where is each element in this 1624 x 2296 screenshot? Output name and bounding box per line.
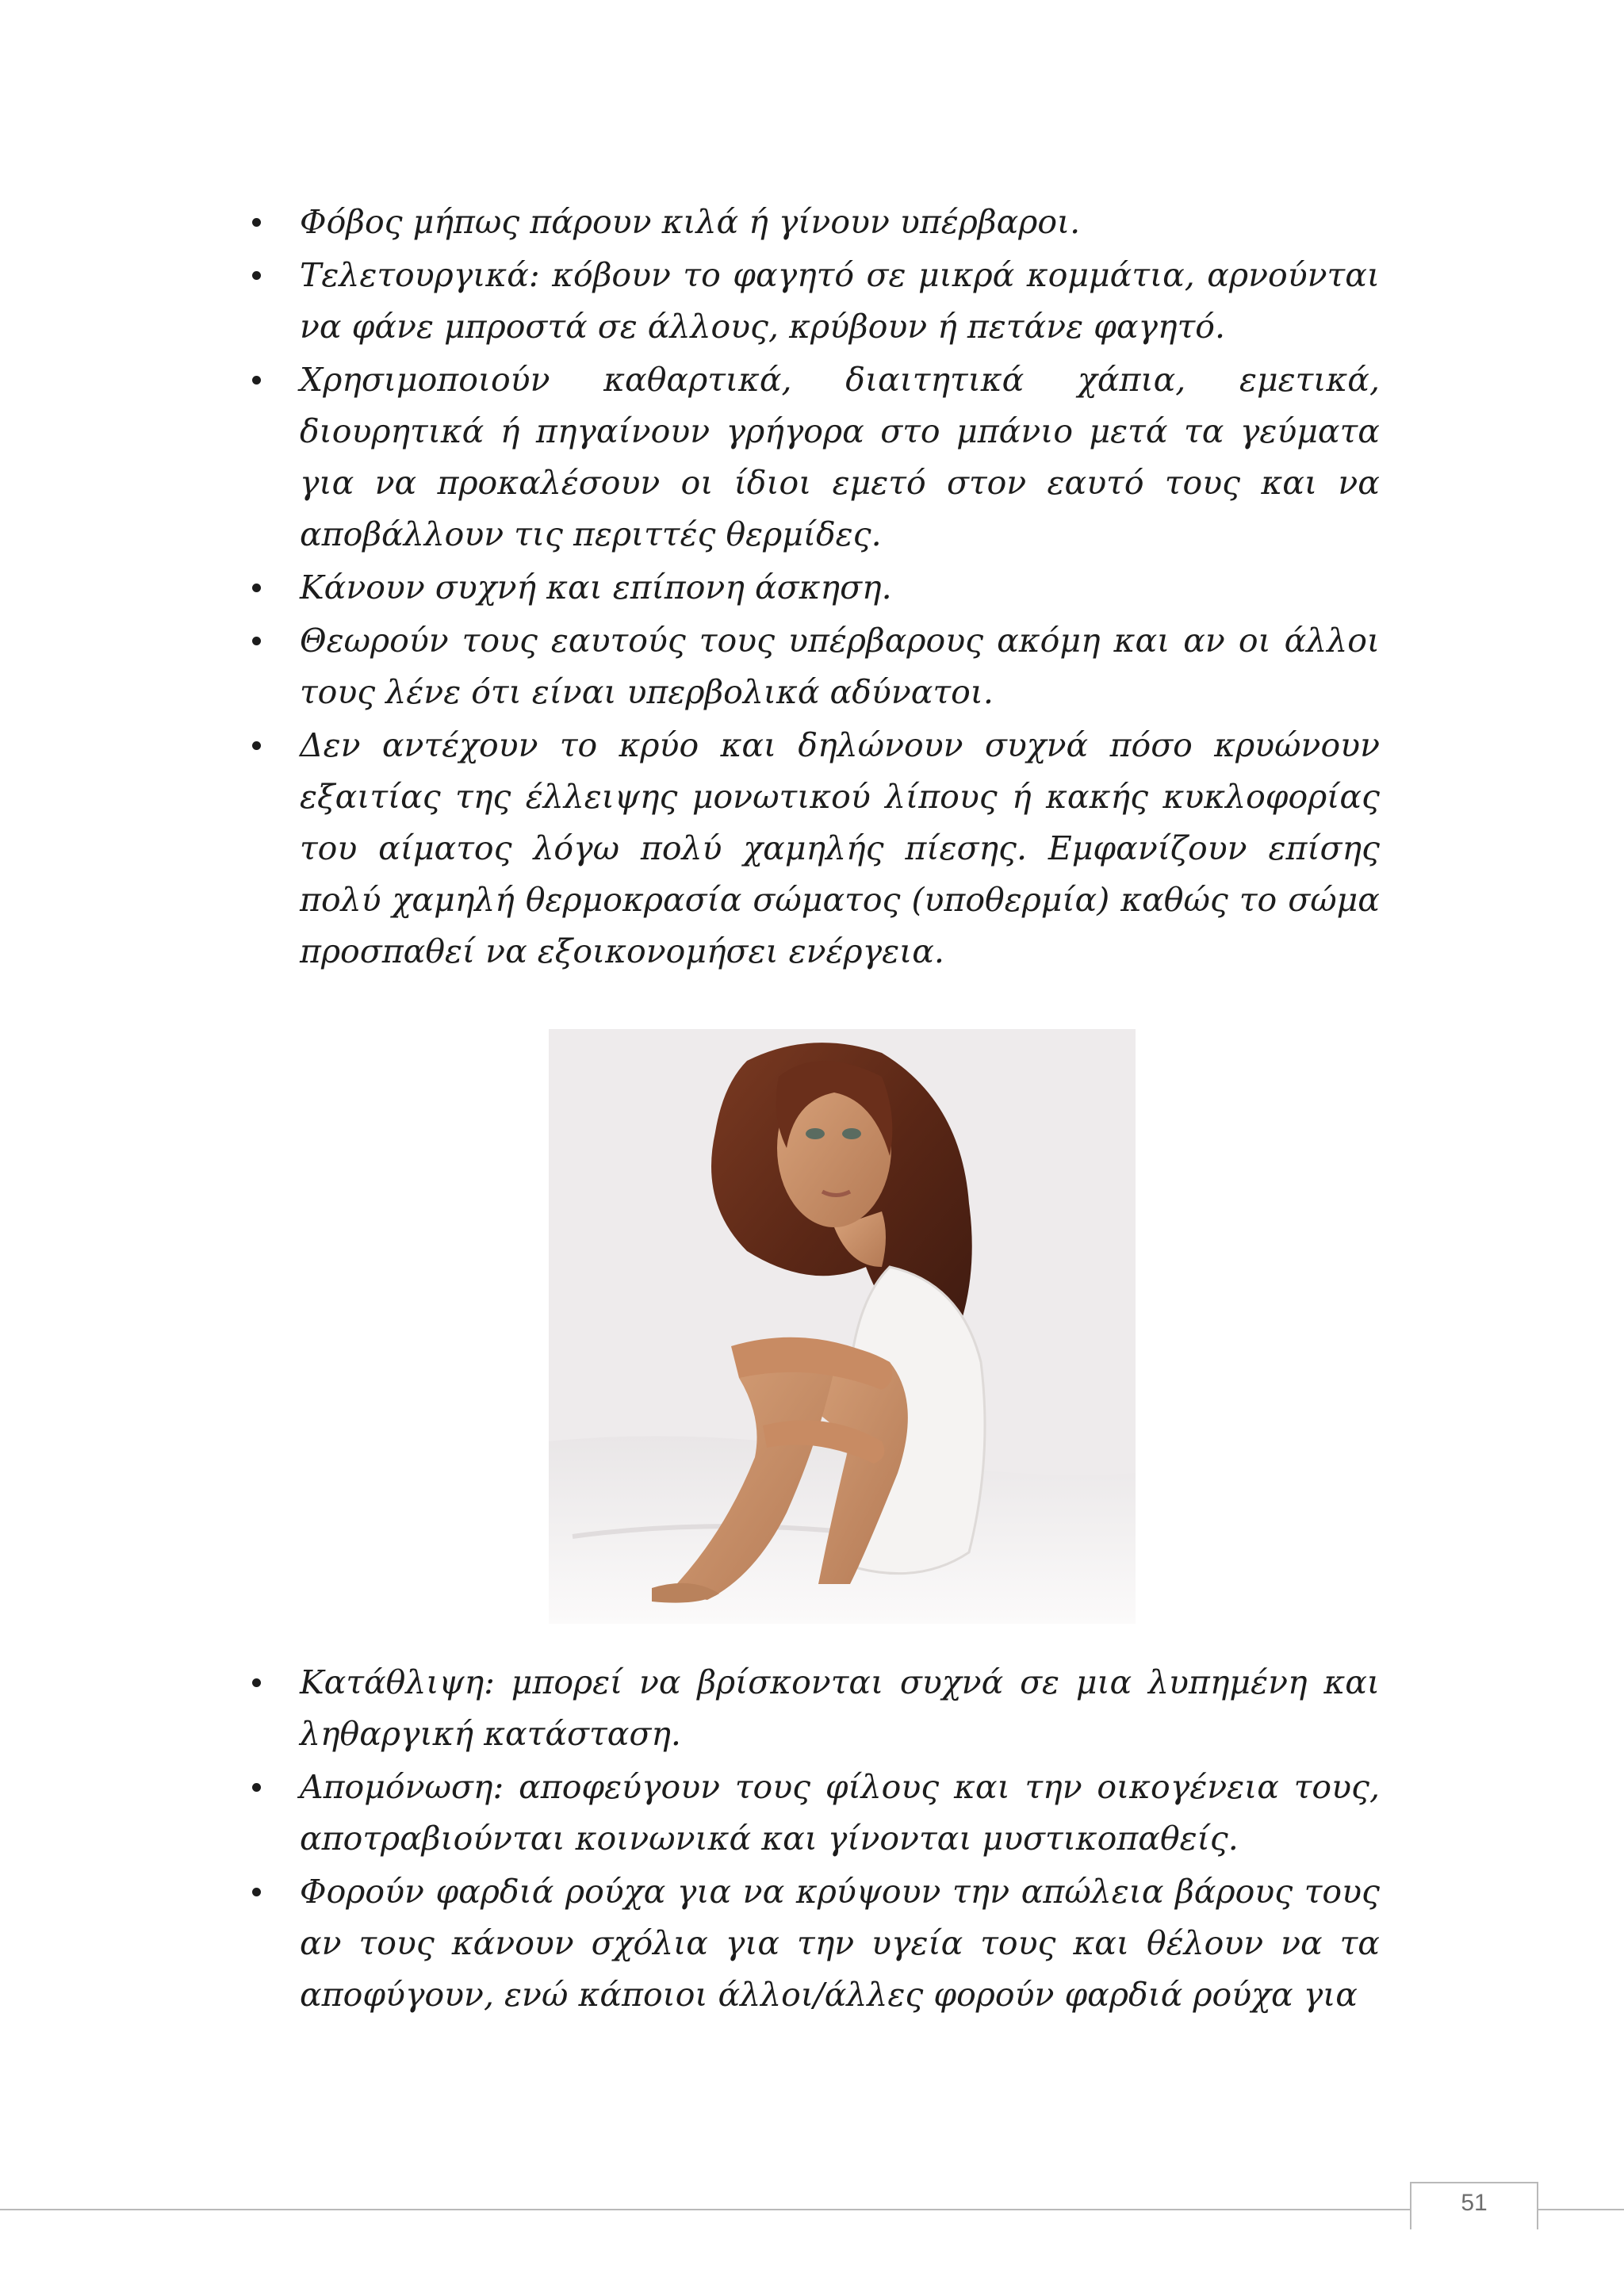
bullet-dot-icon — [252, 271, 261, 280]
list-item-text: Χρησιμοποιούν καθαρτικά, διαιτητικά χάπια, εμετικά, διουρητικά ή πηγαίνουν γρήγορα στο μπάνιο μετά τα γεύματα για να προκαλέσουν οι ίδιοι εμετό στον εαυτό τους και να αποβάλλουν τις περιττές θερμίδες. — [300, 361, 1380, 553]
list-item — [0, 354, 1380, 561]
page-number-box — [1410, 2182, 1538, 2229]
bullet-dot-icon — [252, 1783, 261, 1792]
bullet-dot-icon — [252, 376, 261, 385]
list-item-text: Δεν αντέχουν το κρύο και δηλώνουν συχνά πόσο κρυώνουν εξαιτίας της έλλειψης μονωτικού λίπους ή κακής κυκλοφορίας του αίματος λόγω πολύ χαμηλής πίεσης. Εμφανίζουν επίσης πολύ χαμηλή θερμοκρασία σώματος (υποθερμία) καθώς το σώμα προσπαθεί να εξοικονομήσει ενέργεια. — [300, 726, 1380, 970]
list-item-text: Θεωρούν τους εαυτούς τους υπέρβαρους ακόμη και αν οι άλλοι τους λένε ότι είναι υπερβολικά αδύνατοι. — [300, 622, 1380, 711]
list-item — [0, 562, 1380, 614]
list-item — [0, 615, 1380, 718]
list-item — [0, 250, 1380, 353]
photo-figure — [549, 1029, 1136, 1624]
footer-rule — [0, 2209, 1624, 2210]
bullet-dot-icon — [252, 1678, 261, 1687]
list-item — [0, 1657, 1380, 1760]
list-item-text: Κατάθλιψη: μπορεί να βρίσκονται συχνά σε μια λυπημένη και ληθαργική κατάσταση. — [300, 1663, 1380, 1753]
list-item-text: Απομόνωση: αποφεύγουν τους φίλους και την οικογένεια τους, αποτραβιούνται κοινωνικά και γίνονται μυστικοπαθείς. — [300, 1768, 1380, 1858]
bullet-dot-icon — [252, 218, 261, 227]
list-item-text: Κάνουν συχνή και επίπονη άσκηση. — [300, 568, 892, 607]
page-number: 51 — [1461, 2190, 1488, 2216]
list-item — [0, 1762, 1380, 1865]
list-item — [0, 197, 1380, 248]
bullet-dot-icon — [252, 637, 261, 645]
bullet-dot-icon — [252, 741, 261, 750]
list-item-text: Τελετουργικά: κόβουν το φαγητό σε μικρά κομμάτια, αρνούνται να φάνε μπροστά σε άλλους, κρύβουν ή πετάνε φαγητό. — [300, 256, 1380, 346]
bullet-dot-icon — [252, 584, 261, 592]
list-item-text: Φόβος μήπως πάρουν κιλά ή γίνουν υπέρβαροι. — [300, 203, 1081, 241]
list-item — [0, 1866, 1380, 2021]
bullet-dot-icon — [252, 1888, 261, 1896]
bullet-list-top — [0, 197, 1380, 978]
list-item — [0, 720, 1380, 978]
list-item-text: Φορούν φαρδιά ρούχα για να κρύψουν την απώλεια βάρους τους αν τους κάνουν σχόλια για την υγεία τους και θέλουν να τα αποφύγουν, ενώ κάποιοι άλλοι/άλλες φορούν φαρδιά ρούχα για — [300, 1873, 1380, 2014]
photo-thin-woman-icon — [549, 1029, 1136, 1624]
bullet-list-bottom — [0, 1657, 1380, 2021]
